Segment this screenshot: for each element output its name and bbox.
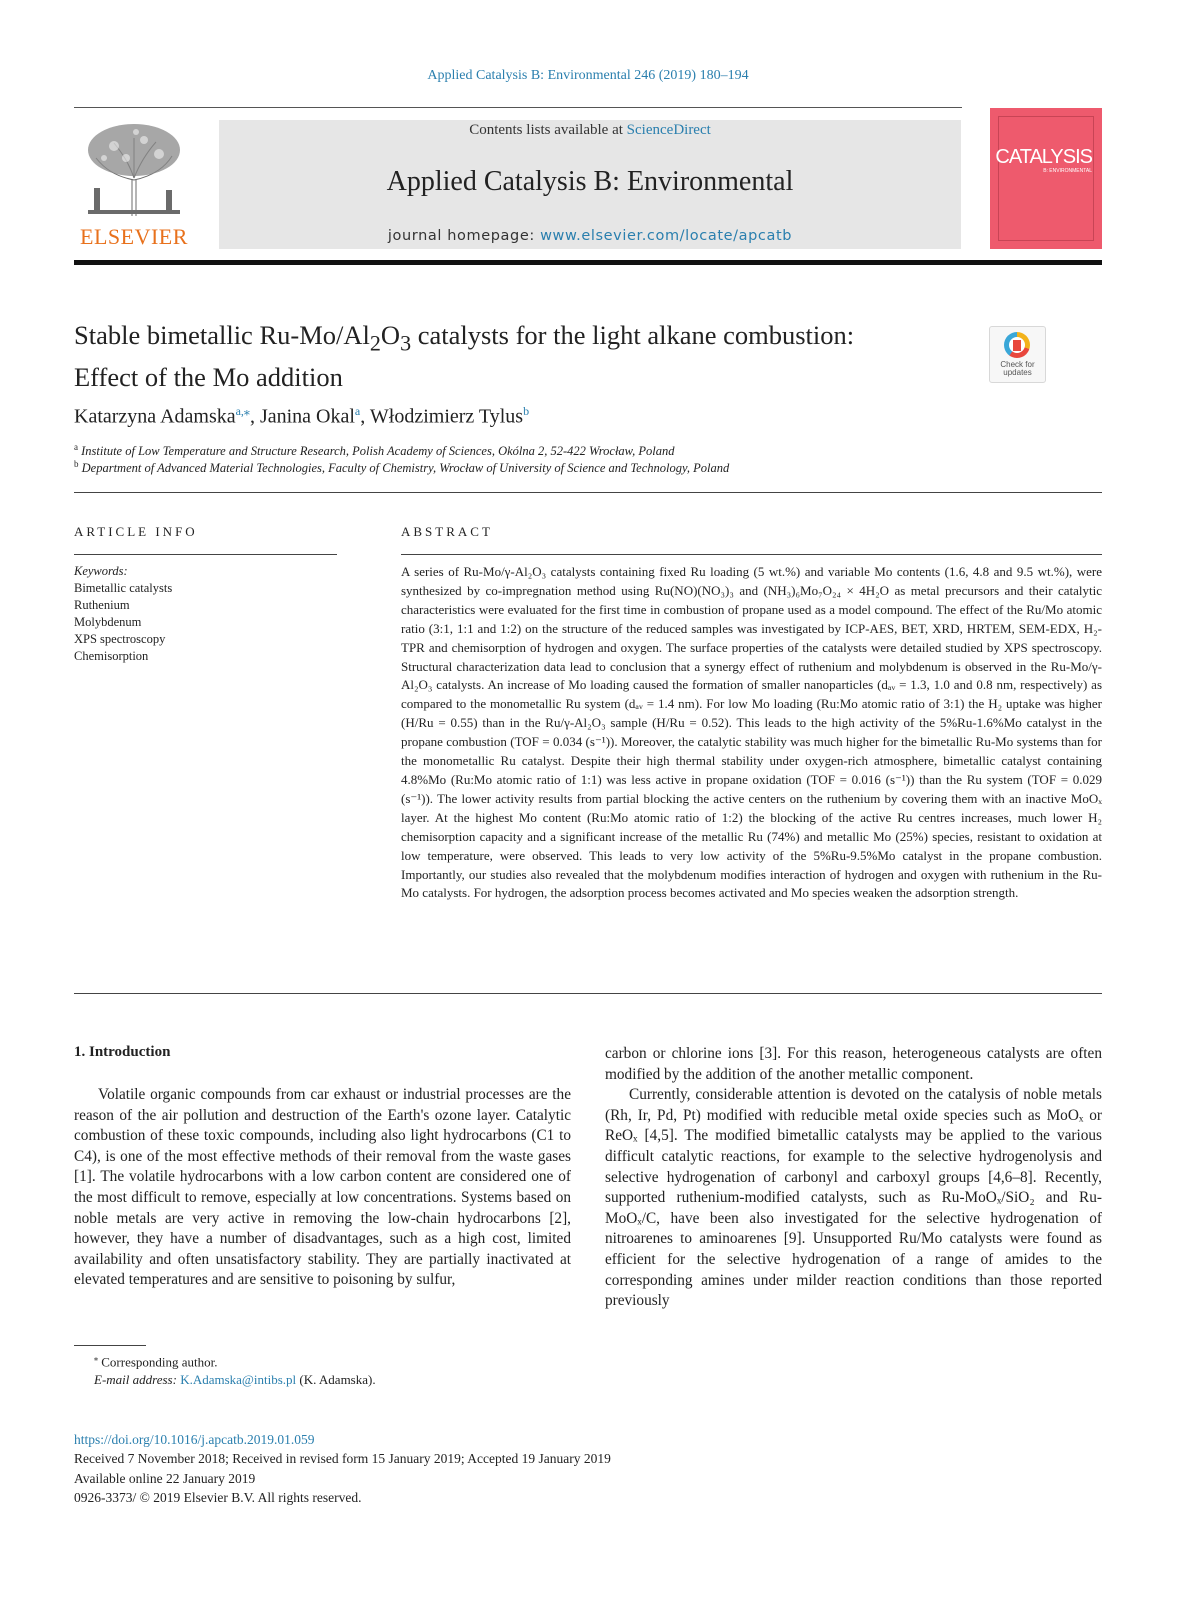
doi-link[interactable]: https://doi.org/10.1016/j.apcatb.2019.01.059 [74,1432,315,1447]
paragraph: carbon or chlorine ions [3]. For this reason, heterogeneous catalysts are often modified by the addition of the another metallic component. [605,1045,1102,1083]
journal-cover-thumbnail[interactable] [990,108,1102,249]
publication-metadata [74,1430,611,1507]
title-part: O [380,320,401,350]
title-subscript: 2 [369,330,381,356]
paragraph: Currently, considerable attention is devoted on the catalysis of noble metals (Rh, Ir, Pd, Pt) modified with reducible metal oxide species such as MoOₓ or ReOₓ [4,5]. The modified bimetallic catalysts may be applied to the various difficult catalytic reactions, for example to the selective hydrogenolysis and selective hydrogenation of carbonyl and carboxyl groups [4,6–8]. Recently, supported ruthenium-modified catalysts, such as Ru-MoOₓ/SiO₂ and Ru-MoOₓ/C, have been also investigated for the selective hydrogenation of nitroarenes to aminoarenes [9]. Unsupported Ru/Mo catalysts were found as efficient for the selective hydrogenation of a range of amides to the corresponding amines under milder reaction conditions than those reported previously [605,1086,1102,1310]
bookmark-icon [1013,340,1021,351]
article-info-rule [74,554,337,555]
abstract-text: A series of Ru-Mo/γ-Al₂O₃ catalysts containing fixed Ru loading (5 wt.%) and variable Mo contents (1.6, 4.8 and 9.5 wt.%), were synthesized by co-impregnation method using Ru(NO)(NO₃)₃ and (NH₃)₆Mo₇O₂₄ × 4H₂O as metal precursors and their catalytic characteristics were evaluated for the first time in combustion of propane used as a model compound. The effect of the Ru/Mo atomic ratio (3:1, 1:1 and 1:2) on the structure of the reduced samples was investigated by ICP-AES, BET, XRD, HRTEM, SEM-EDX, H₂-TPR and chemisorption of hydrogen and oxygen. The surface properties of the catalysts were detailed studied by XPS spectroscopy. Structural characterization data lead to conclusion that a synergy effect of ruthenium and molybdenum is observed in the Ru-Mo/γ-Al₂O₃ catalysts. An increase of Mo loading caused the formation of smaller nanoparticles (dₐᵥ = 1.3, 1.0 and 0.8 nm, respectively) as compared to the monometallic Ru system (dₐᵥ = 1.4 nm). For low Mo loading (Ru:Mo atomic ratio of 3:1) the H₂ uptake was higher (H/Ru = 0.55) than in the Ru/γ-Al₂O₃ sample (H/Ru = 0.52). This leads to the high activity of the 5%Ru-1.6%Mo catalyst in the propane combustion (TOF = 0.034 (s⁻¹)). Moreover, the catalytic stability was much higher for the bimetallic Ru-Mo systems than for the monometallic Ru catalyst. Despite their high thermal stability under oxygen-rich atmosphere, bimetallic catalyst containing 4.8%Mo (Ru:Mo atomic ratio of 1:1) was less active in propane oxidation (TOF = 0.016 (s⁻¹)) than the Ru system (TOF = 0.029 (s⁻¹)). The lower activity results from partial blocking the active centers on the ruthenium by covering them with an inactive MoOₓ layer. At the highest Mo content (Ru:Mo atomic ratio of 1:2) the blocking of the active Ru centres increases, much lower H₂ chemisorption capacity and a significant increase of the metallic Ru (74%) and metallic Mo (25%) species, resistant to oxidation at low temperature, were observed. This leads to very low activity of the 5%Ru-9.5%Mo catalyst in the propane combustion. Importantly, our studies also revealed that the molybdenum modifies interaction of hydrogen and oxygen with ruthenium in the Ru-Mo catalysts. For hydrogen, the adsorption process becomes activated and Mo species weaken the adsorption strength. [401,564,1102,901]
author-list: Katarzyna Adamska$^{a,⁎}$, Janina Okal$^a$, Włodzimierz Tylus$^b$ [74,404,530,428]
section-rule [74,492,1102,493]
sciencedirect-link[interactable]: ScienceDirect [626,122,711,138]
contents-prefix: Contents lists available at [469,122,627,138]
keyword-item: Molybdenum [74,615,142,629]
author-name[interactable]: Włodzimierz Tylus [369,405,524,428]
email-suffix: (K. Adamska). [296,1372,376,1388]
contents-line [219,122,961,139]
cover-subtitle: B: ENVIRONMENTAL [1043,168,1092,174]
journal-header-box [219,120,961,249]
journal-reference[interactable]: Applied Catalysis B: Environmental 246 (2019) 180–194 [427,68,749,83]
affiliation-text: Department of Advanced Material Technologies, Faculty of Chemistry, Wrocław of University of Science and Technology, Poland [81,461,730,476]
article-title [74,318,964,395]
homepage-line [219,228,961,244]
author-name[interactable]: Janina Okal [259,405,355,428]
affiliation-b [74,459,729,476]
keyword-item: XPS spectroscopy [74,632,166,646]
homepage-prefix: journal homepage: [387,228,541,244]
introduction-heading: 1. Introduction [74,1044,171,1060]
affiliation-a [74,442,674,459]
title-line-2: Effect of the Mo addition [74,362,343,393]
corresponding-author-footnote [74,1350,376,1389]
title-part: catalysts for the light alkane combustion: [411,320,855,350]
received-dates: Received 7 November 2018; Received in revised form 15 January 2019; Accepted 19 January 2019 [74,1451,611,1467]
section-rule [74,993,1102,994]
title-subscript: 3 [400,330,412,356]
footnote-rule [74,1345,146,1346]
check-updates-label: Check for updates [1000,360,1035,377]
affiliation-mark: a [74,442,78,452]
header-rule [74,107,962,108]
elsevier-logo[interactable] [74,118,194,250]
affiliation-text: Institute of Low Temperature and Structure Research, Polish Academy of Sciences, Okólna 2, 52-422 Wrocław, Poland [81,444,675,459]
article-info-heading: ARTICLE INFO [74,524,198,539]
introduction-right-column [605,1044,1102,1312]
keywords-label: Keywords: [74,564,128,578]
author-name[interactable]: Katarzyna Adamska [74,405,236,428]
homepage-link[interactable]: www.elsevier.com/locate/apcatb [540,228,793,244]
elsevier-wordmark: ELSEVIER [80,224,188,249]
author-affiliation-mark[interactable]: a [354,404,361,418]
keyword-item: Ruthenium [74,598,130,612]
journal-title: Applied Catalysis B: Environmental [386,166,794,197]
keyword-item: Chemisorption [74,649,149,663]
keyword-item: Bimetallic catalysts [74,581,173,595]
header-thick-rule [74,260,1102,265]
footnote-email-line [74,1371,376,1389]
author-affiliation-mark[interactable]: b [523,404,530,418]
email-label: E-mail address: [94,1372,181,1388]
cover-frame [998,116,1094,241]
available-online: Available online 22 January 2019 [74,1470,256,1486]
author-email-link[interactable]: K.Adamska@intibs.pl [180,1372,297,1388]
footnote-mark: ⁎ [94,1354,98,1363]
introduction-left-column: Volatile organic compounds from car exhaust or industrial processes are the reason of the air pollution and destruction of the Earth's ozone layer. Catalytic combustion of these toxic compounds, including also light hydrocarbons (C1 to C4), is one of the most effective methods of their removal from the waste gases [1]. The volatile hydrocarbons with a low carbon content are considered one of the most difficult to remove, especially at low concentrations. Systems based on noble metals are very active in removing the low-chain hydrocarbons [2], however, they have a number of disadvantages, such as a high cost, limited availability and often unsatisfactory stability. They are partially inactivated at elevated temperatures and are sensitive to poisoning by sulfur, [74,1086,571,1289]
copyright: 0926-3373/ © 2019 Elsevier B.V. All rights reserved. [74,1489,362,1505]
corresponding-label: Corresponding author. [101,1354,218,1370]
author-affiliation-mark[interactable]: a,⁎ [235,404,250,418]
keywords-block [74,563,172,665]
cover-title: CATALYSIS [995,146,1092,168]
title-part: Stable bimetallic Ru-Mo/Al [74,320,370,350]
check-for-updates-badge[interactable] [989,326,1046,383]
abstract-heading: ABSTRACT [401,524,493,539]
affiliation-mark: b [74,459,79,469]
elsevier-tree-icon [74,118,194,218]
abstract-rule [401,554,1102,555]
footnote-line [74,1350,376,1371]
